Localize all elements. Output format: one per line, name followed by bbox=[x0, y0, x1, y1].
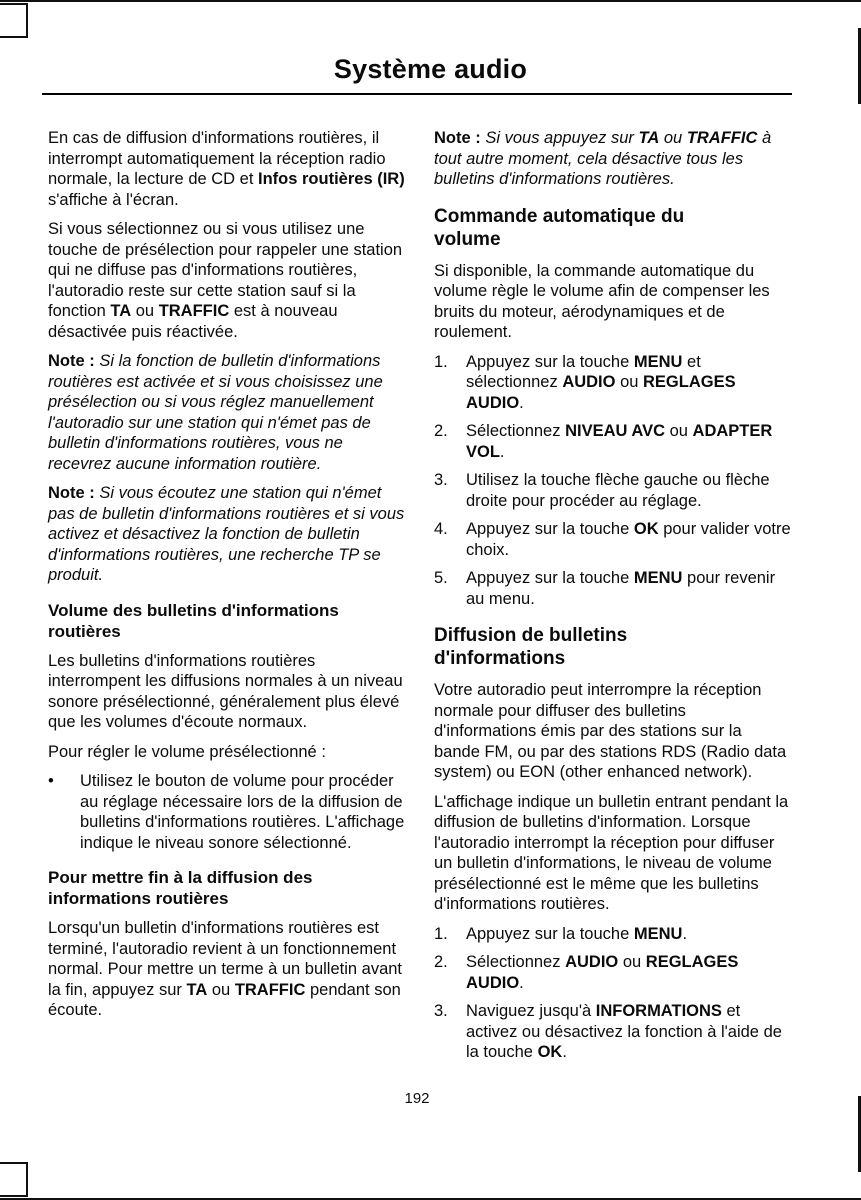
paragraph bbox=[48, 219, 406, 342]
paragraph bbox=[434, 680, 792, 783]
text-segment: ou bbox=[665, 422, 693, 440]
text-segment: AUDIO bbox=[565, 953, 619, 971]
header-divider bbox=[42, 93, 792, 95]
text-segment: MENU bbox=[633, 352, 683, 371]
text-segment: Si vous sélectionnez ou si vous utilisez une touche de présélection pour rappeler une station qui ne diffuse pas d'informations routières, l'autoradio reste sur cette station sauf si la fonction bbox=[48, 220, 403, 320]
text-segment: INFORMATIONS bbox=[595, 1002, 722, 1020]
text-segment: TA bbox=[110, 302, 132, 320]
list-item bbox=[434, 519, 792, 560]
text-segment: Naviguez jusqu'à bbox=[466, 1002, 596, 1020]
text-segment: Si la fonction de bulletin d'informations routières est activée et si vous choisissez une présélection ou si vous réglez manuellement l'autoradio sur une station qui n'émet pas de bulletin d'informations routières, vous ne recevrez aucune information routière. bbox=[48, 352, 383, 473]
list-item-text bbox=[466, 470, 792, 511]
list-number: 3. bbox=[434, 471, 448, 489]
numbered-list bbox=[434, 924, 792, 1063]
list-number: 2. bbox=[434, 953, 448, 971]
text-segment: . bbox=[562, 1043, 567, 1061]
text-segment: L'affichage indique un bulletin entrant pendant la diffusion de bulletins d'information. Lorsque l'autoradio interrompt la réception pour diffuser un bulletin d'informations, le niveau de volume présélectionné est le même que les bulletins d'informations routières. bbox=[434, 792, 789, 913]
text-segment: . bbox=[519, 973, 524, 992]
text-segment: Votre autoradio peut interrompre la réception normale pour diffuser des bulletins d'informations émis par des stations sur la bande FM, ou par des stations RDS (Radio data system) ou EON (other enhanced network). bbox=[434, 681, 787, 781]
text-segment: ou bbox=[659, 129, 687, 147]
text-segment: pour revenir au menu. bbox=[466, 569, 776, 608]
text-segment: AUDIO bbox=[562, 373, 616, 391]
bullet-icon: • bbox=[48, 772, 54, 790]
text-segment: s'affiche à l'écran. bbox=[48, 190, 179, 209]
list-number: 1. bbox=[434, 924, 448, 943]
scan-mark-bottom-left bbox=[0, 1162, 28, 1197]
list-number: 1. bbox=[434, 352, 448, 371]
list-item bbox=[434, 421, 792, 462]
text-segment: Les bulletins d'informations routières interrompent les diffusions normales à un niveau sonore présélectionné, généralement plus élevé que les volumes d'écoute normaux. bbox=[48, 651, 403, 731]
text-segment: MENU bbox=[633, 569, 683, 587]
page-number: 192 bbox=[404, 1090, 430, 1107]
text-segment: OK bbox=[633, 520, 659, 538]
list-item-text bbox=[80, 771, 406, 853]
text-segment: TA bbox=[186, 980, 208, 999]
text-segment: et sélectionnez bbox=[466, 352, 701, 391]
text-segment: Appuyez sur la touche bbox=[466, 924, 634, 943]
list-number: 3. bbox=[434, 1002, 448, 1020]
text-segment: . bbox=[682, 924, 688, 943]
text-segment: REGLAGES AUDIO bbox=[466, 953, 739, 992]
list-item-text bbox=[466, 421, 792, 462]
list-item bbox=[434, 352, 792, 414]
list-number: 5. bbox=[434, 569, 448, 587]
text-segment: OK bbox=[537, 1043, 563, 1061]
list-number: 2. bbox=[434, 422, 448, 440]
numbered-list bbox=[434, 352, 792, 610]
text-segment: ADAPTER VOL bbox=[466, 422, 773, 461]
list-number: 4. bbox=[434, 520, 448, 538]
text-segment: Utilisez la touche flèche gauche ou flèche droite pour procéder au réglage. bbox=[466, 471, 770, 510]
paragraph bbox=[434, 792, 792, 915]
right-column bbox=[434, 128, 792, 1071]
text-segment: . bbox=[499, 442, 505, 461]
list-item-text bbox=[466, 1001, 792, 1063]
list-item-text bbox=[466, 924, 792, 945]
text-segment: En cas de diffusion d'informations routières, il interrompt automatiquement la réception radio normale, la lecture de CD et bbox=[48, 129, 386, 188]
text-segment: Infos routières (IR) bbox=[258, 170, 405, 188]
text-segment: à tout autre moment, cela désactive tous les bulletins d'informations routières. bbox=[434, 129, 772, 188]
note-paragraph bbox=[48, 351, 406, 474]
text-segment: Sélectionnez bbox=[466, 422, 566, 440]
text-segment: REGLAGES AUDIO bbox=[466, 373, 736, 412]
text-segment: Appuyez sur la touche bbox=[466, 569, 634, 587]
section-heading: Commande automatique du volume bbox=[434, 205, 685, 250]
subsection-heading: Pour mettre fin à la diffusion des informations routières bbox=[48, 868, 313, 908]
list-item bbox=[434, 952, 792, 993]
list-item-text bbox=[466, 352, 792, 414]
text-segment: pour valider votre choix. bbox=[466, 520, 791, 559]
text-segment: TA bbox=[638, 129, 660, 147]
text-segment: Note : bbox=[48, 352, 95, 370]
section-heading: Diffusion de bulletins d'informations bbox=[434, 625, 628, 669]
page-title: Système audio bbox=[333, 54, 528, 84]
text-segment: Utilisez le bouton de volume pour procéder au réglage nécessaire lors de la diffusion de bulletins d'informations routières. L'affichage indique le niveau sonore sélectionné. bbox=[80, 772, 405, 852]
list-item bbox=[48, 771, 406, 853]
text-segment: TRAFFIC bbox=[686, 129, 758, 147]
list-item bbox=[434, 924, 792, 945]
note-paragraph bbox=[48, 483, 406, 586]
paragraph bbox=[48, 742, 406, 763]
text-segment: ou bbox=[207, 980, 235, 999]
text-segment: Sélectionnez bbox=[466, 953, 566, 971]
text-segment: Note : bbox=[434, 129, 481, 147]
text-segment: Appuyez sur la touche bbox=[466, 352, 634, 371]
text-segment: Lorsqu'un bulletin d'informations routières est terminé, l'autoradio revient à un fonctionnement normal. Pour mettre un terme à un bulletin avant la fin, appuyez sur bbox=[48, 919, 403, 999]
text-segment: Pour régler le volume présélectionné : bbox=[48, 742, 326, 761]
paragraph bbox=[48, 128, 406, 210]
scan-mark-top-edge bbox=[0, 0, 861, 2]
text-segment: Appuyez sur la touche bbox=[466, 520, 634, 538]
list-item bbox=[434, 1001, 792, 1063]
text-segment: . bbox=[519, 393, 524, 412]
text-segment: ou bbox=[131, 302, 159, 320]
text-segment: est à nouveau désactivée puis réactivée. bbox=[48, 302, 338, 341]
text-segment: pendant son écoute. bbox=[48, 980, 401, 1019]
text-segment: MENU bbox=[633, 924, 683, 943]
text-segment: Si disponible, la commande automatique du volume règle le volume afin de compenser les bruits du moteur, aérodynamiques et de roulement. bbox=[434, 261, 770, 341]
paragraph bbox=[48, 918, 406, 1021]
left-column bbox=[48, 128, 406, 1030]
paragraph bbox=[434, 261, 792, 343]
paragraph bbox=[48, 651, 406, 733]
text-segment: NIVEAU AVC bbox=[565, 422, 666, 440]
note-paragraph bbox=[434, 128, 792, 190]
text-segment: ou bbox=[615, 373, 644, 391]
text-segment: ou bbox=[618, 953, 646, 971]
text-segment: Si vous appuyez sur bbox=[480, 129, 639, 147]
list-item-text bbox=[466, 952, 792, 993]
text-segment: et activez ou désactivez la fonction à l'aide de la touche bbox=[466, 1002, 782, 1061]
scan-mark-top-left bbox=[0, 3, 28, 38]
list-item bbox=[434, 568, 792, 609]
bullet-list bbox=[48, 771, 406, 853]
text-segment: Si vous écoutez une station qui n'émet pas de bulletin d'informations routières et si vous activez et désactivez la fonction de bulletin d'informations routières, une recherche TP se produit. bbox=[48, 484, 405, 584]
list-item-text bbox=[466, 568, 792, 609]
subsection-heading: Volume des bulletins d'informations routières bbox=[48, 600, 339, 641]
text-segment: Note : bbox=[48, 484, 95, 502]
text-segment: TRAFFIC bbox=[158, 302, 230, 320]
list-item-text bbox=[466, 519, 792, 560]
list-item bbox=[434, 470, 792, 511]
text-segment: TRAFFIC bbox=[234, 980, 306, 999]
